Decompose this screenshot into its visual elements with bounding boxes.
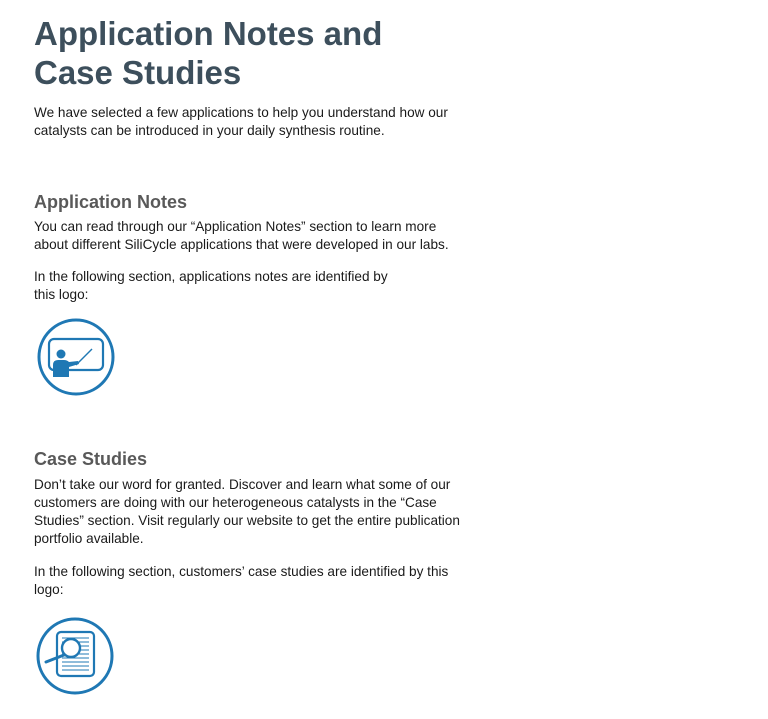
page-title-line-2: Case Studies xyxy=(34,54,242,91)
case-studies-description-line-1: Don’t take our word for granted. Discover and learn what some of our xyxy=(34,477,451,492)
intro-paragraph xyxy=(34,104,474,140)
case-studies-heading: Case Studies xyxy=(34,449,148,469)
case-studies-logo-intro-line-2: logo: xyxy=(34,582,64,597)
page-title xyxy=(34,14,454,92)
application-notes-logo-intro-line-1: In the following section, applications notes are identified by xyxy=(34,269,388,284)
case-studies-logo-intro-line-1: In the following section, customers’ case studies are identified by this xyxy=(34,564,449,579)
application-notes-logo-intro xyxy=(34,268,484,304)
presentation-teacher-icon xyxy=(36,317,116,397)
intro-line-2: catalysts can be introduced in your daily synthesis routine. xyxy=(34,123,385,138)
case-studies-section xyxy=(34,448,484,696)
application-notes-section xyxy=(34,191,484,397)
document-magnifier-icon xyxy=(35,616,115,696)
intro-line-1: We have selected a few applications to help you understand how our xyxy=(34,105,448,120)
application-notes-logo-intro-line-2: this logo: xyxy=(34,287,89,302)
application-notes-description xyxy=(34,218,484,254)
case-studies-description-line-2: customers are doing with our heterogeneous catalysts in the “Case xyxy=(34,495,437,510)
application-notes-heading: Application Notes xyxy=(34,192,188,212)
application-notes-description-line-2: about different SiliCycle applications that were developed in our labs. xyxy=(34,237,449,252)
case-studies-description-line-3: Studies” section. Visit regularly our website to get the entire publication xyxy=(34,513,460,528)
page-content xyxy=(34,14,484,696)
case-studies-description xyxy=(34,476,484,548)
page-title-line-1: Application Notes and xyxy=(34,15,383,52)
case-studies-description-line-4: portfolio available. xyxy=(34,531,144,546)
application-notes-description-line-1: You can read through our “Application Notes” section to learn more xyxy=(34,219,437,234)
case-studies-logo-intro xyxy=(34,563,484,599)
